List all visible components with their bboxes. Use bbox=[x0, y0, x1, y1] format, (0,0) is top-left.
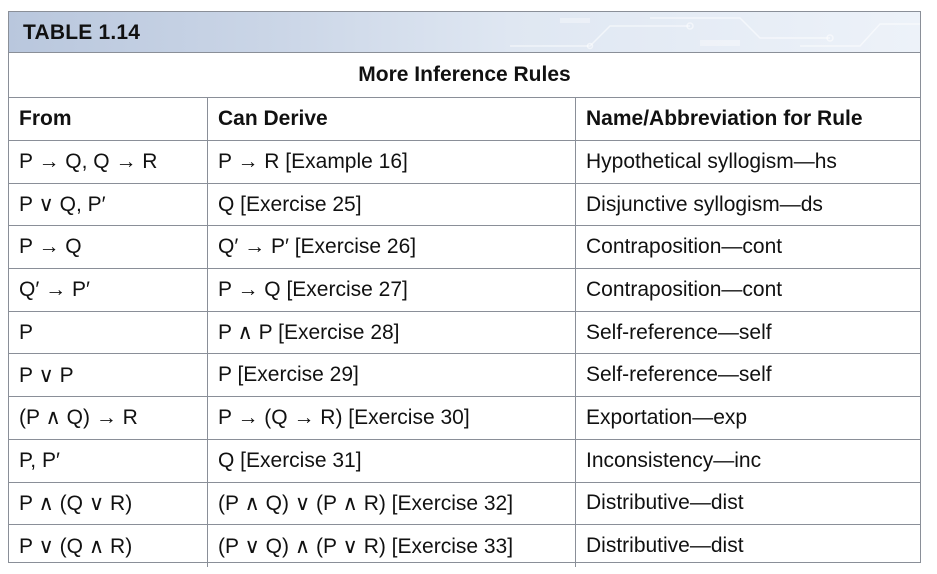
table-header-bar bbox=[9, 12, 920, 53]
cell-can-derive: P → (Q → R) [Exercise 30] bbox=[208, 397, 576, 440]
cell-rule-name: Self-reference—self bbox=[576, 354, 921, 397]
table-row bbox=[9, 226, 920, 269]
cell-from: P ∨ P bbox=[9, 354, 208, 397]
table-row bbox=[9, 482, 920, 525]
table-row bbox=[9, 525, 920, 567]
table-row bbox=[9, 311, 920, 354]
cell-rule-name: Self-reference—self bbox=[576, 311, 921, 354]
cell-from: Q′ → P′ bbox=[9, 269, 208, 312]
cell-rule-name: Distributive—dist bbox=[576, 525, 921, 567]
column-header-can-derive: Can Derive bbox=[208, 98, 576, 141]
cell-can-derive: (P ∧ Q) ∨ (P ∧ R) [Exercise 32] bbox=[208, 482, 576, 525]
inference-rules-table bbox=[9, 98, 920, 567]
cell-can-derive: P → Q [Exercise 27] bbox=[208, 269, 576, 312]
circuit-decoration bbox=[500, 12, 920, 52]
cell-rule-name: Distributive—dist bbox=[576, 482, 921, 525]
cell-rule-name: Hypothetical syllogism—hs bbox=[576, 141, 921, 184]
cell-rule-name: Contraposition—cont bbox=[576, 226, 921, 269]
table-row bbox=[9, 269, 920, 312]
cell-from: P → Q bbox=[9, 226, 208, 269]
table-row bbox=[9, 439, 920, 482]
cell-can-derive: Q′ → P′ [Exercise 26] bbox=[208, 226, 576, 269]
column-header-rule-name: Name/Abbreviation for Rule bbox=[576, 98, 921, 141]
cell-can-derive: (P ∨ Q) ∧ (P ∨ R) [Exercise 33] bbox=[208, 525, 576, 567]
cell-from: P, P′ bbox=[9, 439, 208, 482]
table-label: TABLE 1.14 bbox=[23, 21, 141, 44]
cell-rule-name: Contraposition—cont bbox=[576, 269, 921, 312]
cell-rule-name: Disjunctive syllogism—ds bbox=[576, 183, 921, 226]
cell-rule-name: Exportation—exp bbox=[576, 397, 921, 440]
table-caption: More Inference Rules bbox=[9, 53, 920, 98]
cell-from: P ∨ (Q ∧ R) bbox=[9, 525, 208, 567]
cell-from: P ∧ (Q ∨ R) bbox=[9, 482, 208, 525]
cell-can-derive: P ∧ P [Exercise 28] bbox=[208, 311, 576, 354]
table-row bbox=[9, 354, 920, 397]
cell-can-derive: P → R [Example 16] bbox=[208, 141, 576, 184]
cell-from: P → Q, Q → R bbox=[9, 141, 208, 184]
cell-can-derive: Q [Exercise 31] bbox=[208, 439, 576, 482]
cell-from: P bbox=[9, 311, 208, 354]
table-header-row bbox=[9, 98, 920, 141]
cell-rule-name: Inconsistency—inc bbox=[576, 439, 921, 482]
cell-can-derive: Q [Exercise 25] bbox=[208, 183, 576, 226]
table-frame bbox=[8, 11, 921, 563]
column-header-from: From bbox=[9, 98, 208, 141]
table-row bbox=[9, 183, 920, 226]
cell-from: P ∨ Q, P′ bbox=[9, 183, 208, 226]
cell-from: (P ∧ Q) → R bbox=[9, 397, 208, 440]
table-row bbox=[9, 397, 920, 440]
cell-can-derive: P [Exercise 29] bbox=[208, 354, 576, 397]
table-row bbox=[9, 141, 920, 184]
